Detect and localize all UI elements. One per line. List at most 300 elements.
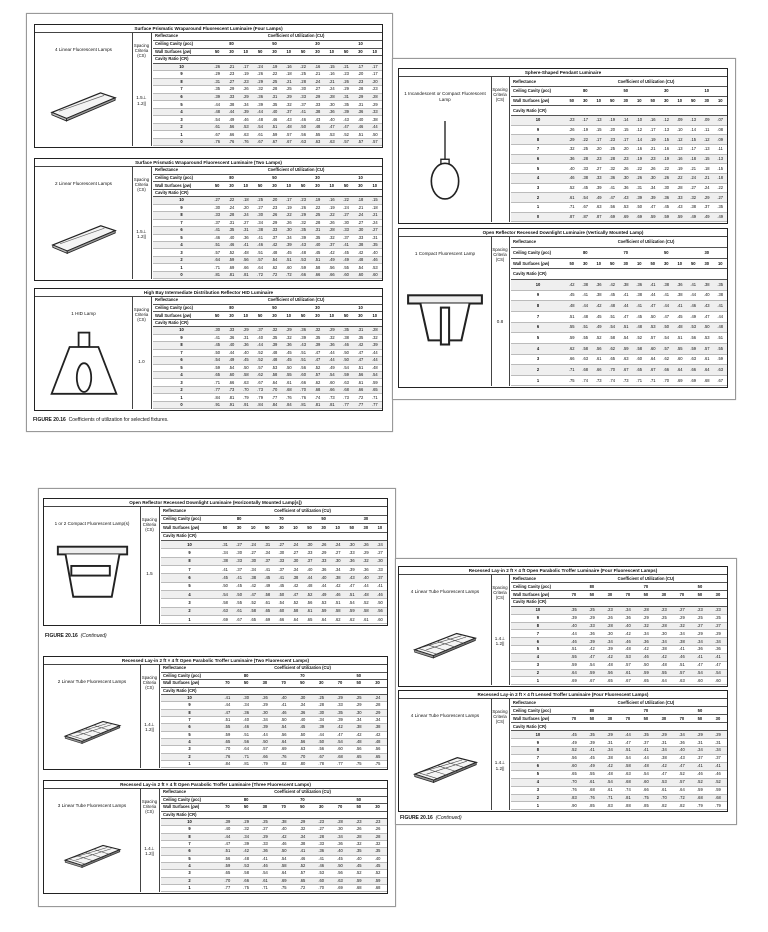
table-row (153, 131, 382, 139)
cavity-ratio-label: Cavity Ratio (CR) (153, 56, 210, 64)
cu-value: .40 (317, 574, 331, 582)
cu-value: .26 (349, 826, 368, 833)
cu-value: .46 (565, 638, 583, 646)
cu-value: .46 (331, 590, 345, 598)
cu-value: .59 (339, 372, 353, 379)
wall-value: 50 (687, 258, 701, 269)
cu-value: .15 (700, 154, 714, 164)
cu-value: .41 (260, 565, 274, 573)
cu-value: .37 (210, 219, 224, 226)
table-row (511, 731, 727, 739)
cu-value: .40 (331, 848, 350, 855)
cu-value: .32 (282, 101, 296, 109)
spacing-cell (491, 237, 510, 386)
cu-value: .40 (565, 164, 579, 174)
empty-cell (633, 269, 647, 280)
cu-value: .54 (224, 364, 238, 371)
spacing-header: Spacing Criteria (CS) (133, 177, 150, 192)
cavity-ratio-value: 9 (161, 826, 218, 833)
cu-value: .41 (673, 301, 687, 312)
cu-value: .52 (288, 599, 302, 607)
cu-table-wraparound-4lamp (34, 24, 383, 148)
cu-value: .53 (312, 870, 331, 877)
cu-value: .48 (237, 855, 256, 862)
cavity-ratio-value: 8 (153, 342, 210, 349)
cu-header: Coefficient of Utilization (CU) (218, 789, 387, 796)
cu-table-sphere-pendant (398, 68, 728, 224)
cavity-ratio-value: 2 (511, 365, 565, 376)
cu-value: .48 (619, 646, 637, 654)
cu-value: .27 (310, 86, 324, 94)
empty-cell (368, 687, 387, 694)
cu-value: .20 (353, 71, 367, 79)
table-row (511, 677, 727, 685)
cu-value: .56 (606, 203, 620, 213)
cu-value: .40 (700, 290, 714, 301)
cu-value: .30 (246, 557, 260, 565)
cavity-ratio-value: 4 (153, 108, 210, 116)
cu-value: .38 (687, 203, 701, 213)
cu-value: .43 (673, 203, 687, 213)
wall-value: 50 (218, 524, 232, 532)
cu-value: .48 (565, 301, 579, 312)
cavity-ratio-value: 1 (153, 264, 210, 271)
cu-value: .39 (339, 108, 353, 116)
cu-value: .15 (325, 63, 339, 71)
cu-value: .40 (359, 574, 373, 582)
wall-value: 50 (253, 182, 267, 189)
ceiling-cavity-label: Ceiling Cavity (ρcc) (161, 672, 218, 679)
table-row (161, 607, 387, 615)
cu-value: .81 (296, 401, 310, 408)
wall-value: 10 (633, 258, 647, 269)
cu-value: .46 (691, 770, 709, 778)
table-title: Open Reflector Recessed Downlight Luminaire (Horizontally Mounted Lamp[s]) (44, 499, 387, 507)
header-row (161, 672, 387, 679)
cu-value: .49 (583, 762, 601, 770)
cu-value: .36 (637, 638, 655, 646)
cu-value: .21 (368, 212, 382, 219)
empty-cell (655, 599, 673, 607)
cu-value: .48 (368, 738, 387, 745)
cu-value: .37 (267, 234, 281, 241)
cu-value: .72 (353, 394, 367, 401)
cu-value: .51 (673, 661, 691, 669)
cu-value: .33 (296, 93, 310, 101)
empty-cell (325, 189, 339, 196)
cu-value: .25 (282, 86, 296, 94)
cu-value: .55 (282, 372, 296, 379)
cu-value: .09 (714, 135, 728, 145)
table-title: Recessed Lay-in 2 ft × 4 ft Open Parabolic Troffer Luminaire (Three Fluorescent Lamps) (44, 781, 387, 789)
cu-value: .56 (293, 738, 312, 745)
empty-cell (646, 106, 660, 116)
cu-value: .53 (317, 599, 331, 607)
cu-value: .77 (339, 401, 353, 408)
cu-value: .44 (325, 357, 339, 364)
cu-value: .24 (700, 183, 714, 193)
cu-value: .24 (325, 86, 339, 94)
cu-value: .35 (331, 709, 350, 716)
cu-value: .41 (606, 183, 620, 193)
cu-value: .32 (368, 840, 387, 847)
cu-value: .27 (312, 826, 331, 833)
cu-value: .27 (246, 549, 260, 557)
cu-value: .31 (310, 227, 324, 234)
cu-value: .22 (633, 164, 647, 174)
cu-value: .52 (310, 364, 324, 371)
cu-value: .51 (619, 747, 637, 755)
cu-value: .31 (601, 739, 619, 747)
cu-value: .34 (691, 638, 709, 646)
cu-value: .66 (274, 615, 288, 623)
cu-value: .67 (210, 131, 224, 139)
troffer-luminaire-icon (410, 623, 480, 665)
cu-value: .34 (619, 606, 637, 614)
cu-value: .39 (282, 242, 296, 249)
cu-value: .50 (660, 322, 674, 333)
cu-value: .42 (655, 653, 673, 661)
empty-cell (691, 723, 709, 731)
table-row (511, 646, 727, 654)
cu-value: .34 (655, 747, 673, 755)
cu-value: .44 (312, 731, 331, 738)
cu-header: Coefficient of Utilization (CU) (210, 33, 382, 41)
cu-value: .64 (565, 669, 583, 677)
cu-value: .54 (601, 778, 619, 786)
empty-cell (282, 319, 296, 326)
wall-value: 30 (700, 258, 714, 269)
cu-value: .56 (349, 746, 368, 753)
wall-value: 10 (368, 312, 382, 319)
cu-value: .17 (619, 135, 633, 145)
cu-value: .63 (325, 138, 339, 146)
cavity-ratio-value: 2 (161, 753, 218, 760)
empty-cell (565, 269, 579, 280)
cu-value: .72 (673, 794, 691, 802)
empty-cell (345, 532, 359, 540)
cu-value: .36 (239, 342, 253, 349)
cavity-ratio-value: 4 (161, 590, 218, 598)
table-row (161, 549, 387, 557)
empty-cell (601, 599, 619, 607)
cu-value: .23 (239, 78, 253, 86)
cu-value: .41 (673, 646, 691, 654)
cu-value: .47 (646, 301, 660, 312)
table-body (399, 237, 727, 386)
spacing-cell (132, 33, 152, 146)
wall-surfaces-label: Wall Surfaces (ρw) (511, 715, 565, 723)
wall-value: 50 (210, 182, 224, 189)
cavity-ratio-value: 1 (161, 760, 218, 767)
cu-value: .67 (282, 138, 296, 146)
cu-value: .24 (224, 204, 238, 211)
downlight-vertical-icon (404, 283, 486, 365)
cu-value: .39 (312, 724, 331, 731)
cu-value: .41 (709, 653, 727, 661)
cu-value: .50 (256, 738, 275, 745)
cu-value: .44 (714, 311, 728, 322)
cu-value: .42 (583, 646, 601, 654)
wall-value: 30 (601, 591, 619, 599)
cu-value: .47 (709, 661, 727, 669)
empty-cell (310, 189, 324, 196)
cu-value: .68 (331, 753, 350, 760)
cu-value: .25 (256, 818, 275, 825)
ceiling-value: 30 (646, 87, 687, 97)
cu-value: .33 (267, 227, 281, 234)
cavity-ratio-value: 4 (161, 738, 218, 745)
cu-value: .29 (239, 327, 253, 334)
cu-value: .58 (237, 870, 256, 877)
cu-value: .46 (687, 301, 701, 312)
ceiling-value: 70 (274, 796, 330, 803)
cu-value: .70 (239, 386, 253, 393)
cavity-ratio-value: 3 (161, 870, 218, 877)
cu-value: .42 (288, 582, 302, 590)
cavity-ratio-value: 7 (511, 754, 565, 762)
cu-value: .44 (224, 349, 238, 356)
cu-value: .40 (267, 108, 281, 116)
cu-value: .59 (687, 343, 701, 354)
cu-value: .64 (237, 746, 256, 753)
cu-value: .28 (325, 227, 339, 234)
wall-value: 10 (325, 182, 339, 189)
cu-value: .38 (673, 290, 687, 301)
cu-value: .32 (325, 334, 339, 341)
cu-value: .71 (237, 753, 256, 760)
wall-value: 70 (673, 715, 691, 723)
cu-value: .51 (579, 322, 593, 333)
cu-value: .44 (368, 349, 382, 356)
cu-value: .42 (637, 646, 655, 654)
cu-value: .28 (368, 702, 387, 709)
cu-value: .75 (565, 375, 579, 386)
cu-value: .21 (339, 63, 353, 71)
cu-value: .47 (310, 349, 324, 356)
cu-value: .88 (619, 802, 637, 810)
cu-value: .23 (592, 154, 606, 164)
cu-value: .45 (583, 754, 601, 762)
cu-value: .52 (633, 333, 647, 344)
cu-value: .45 (339, 249, 353, 256)
table-row (161, 694, 387, 701)
cu-value: .45 (331, 855, 350, 862)
cu-value: .50 (296, 123, 310, 131)
ceiling-value: 50 (606, 87, 647, 97)
empty-cell (565, 723, 583, 731)
table-row (153, 227, 382, 234)
cavity-ratio-value: 10 (511, 731, 565, 739)
cu-value: .30 (274, 549, 288, 557)
cavity-ratio-value: 9 (153, 204, 210, 211)
cu-value: .44 (302, 574, 316, 582)
cu-value: .23 (312, 818, 331, 825)
cu-value: .72 (267, 271, 281, 278)
cu-value: .33 (312, 840, 331, 847)
cu-value: .61 (232, 607, 246, 615)
cu-value: .71 (565, 203, 579, 213)
cu-value: .26 (210, 63, 224, 71)
cu-value: .82 (655, 802, 673, 810)
wall-value: 70 (565, 715, 583, 723)
downlight-horizontal-icon (54, 539, 131, 616)
cavity-ratio-value: 5 (511, 646, 565, 654)
cu-value: .59 (345, 607, 359, 615)
cu-value: .57 (253, 364, 267, 371)
wall-surfaces-label: Wall Surfaces (ρw) (153, 48, 210, 56)
cu-value: .62 (267, 264, 281, 271)
cu-value: .49 (592, 322, 606, 333)
wall-value: 70 (619, 591, 637, 599)
cu-value: .34 (256, 716, 275, 723)
cu-value: .67 (267, 138, 281, 146)
cu-value: .25 (606, 145, 620, 155)
cavity-ratio-value: 10 (161, 540, 218, 548)
wall-value: 70 (331, 680, 350, 687)
empty-cell (296, 56, 310, 64)
ceiling-value: 50 (253, 304, 296, 311)
cu-value: .27 (239, 219, 253, 226)
lamp-name: 4 Linear Fluorescent Lamps (55, 47, 112, 52)
cu-value: .33 (310, 101, 324, 109)
cu-value: .36 (345, 557, 359, 565)
cu-value: .46 (673, 653, 691, 661)
spacing-cell (491, 699, 510, 810)
lamp-name: 4 Linear Tube Fluorescent Lamps (410, 713, 480, 718)
empty-cell (592, 106, 606, 116)
cu-value: .56 (331, 870, 350, 877)
empty-cell (619, 269, 633, 280)
table-row (153, 138, 382, 146)
cu-value: .30 (282, 227, 296, 234)
table-row (161, 615, 387, 623)
ceiling-value: 80 (218, 672, 274, 679)
cu-value: .58 (359, 607, 373, 615)
spacing-header: Spacing Criteria (CS) (141, 675, 158, 690)
cu-value: .13 (673, 145, 687, 155)
empty-cell (579, 106, 593, 116)
cu-value: .33 (368, 108, 382, 116)
cu-value: .33 (345, 549, 359, 557)
troffer-luminaire-icon (61, 712, 124, 750)
cu-value: .63 (239, 379, 253, 386)
wall-value: 30 (660, 258, 674, 269)
spacing-cell (140, 789, 160, 892)
cavity-ratio-value: 8 (511, 301, 565, 312)
table-row (511, 212, 727, 222)
cu-value: .68 (282, 386, 296, 393)
cu-value: .76 (274, 753, 293, 760)
cu-value: .85 (583, 802, 601, 810)
cu-value: .52 (709, 778, 727, 786)
cavity-ratio-value: 7 (511, 630, 565, 638)
cu-value: .29 (317, 549, 331, 557)
cu-value: .11 (714, 145, 728, 155)
cu-value: .61 (700, 354, 714, 365)
cu-value: .84 (218, 760, 237, 767)
reflectance-label: Reflectance (161, 507, 218, 515)
cu-value: .73 (592, 375, 606, 386)
cu-value: .32 (359, 557, 373, 565)
cu-value: .35 (714, 203, 728, 213)
cu-value: .67 (579, 203, 593, 213)
cu-value: .69 (633, 212, 647, 222)
header-row (161, 515, 387, 523)
cu-value: .22 (267, 71, 281, 79)
table-row (511, 747, 727, 755)
cu-value: .21 (310, 71, 324, 79)
cu-value: .48 (359, 590, 373, 598)
cavity-ratio-value: 2 (153, 123, 210, 131)
cavity-ratio-value: 5 (511, 164, 565, 174)
cu-value: .65 (210, 372, 224, 379)
cu-value: .66 (353, 386, 367, 393)
cu-value: .35 (296, 227, 310, 234)
cavity-ratio-label: Cavity Ratio (CR) (161, 532, 218, 540)
cavity-ratio-value: 2 (153, 386, 210, 393)
cu-value: .29 (368, 101, 382, 109)
cu-value: .10 (673, 125, 687, 135)
cu-value: .50 (637, 661, 655, 669)
cu-value: .58 (310, 264, 324, 271)
empty-cell (224, 56, 238, 64)
cu-value: .26 (339, 78, 353, 86)
wall-value: 70 (274, 804, 293, 811)
cavity-ratio-value: 0 (511, 212, 565, 222)
wall-value: 30 (232, 524, 246, 532)
cu-value: .15 (660, 135, 674, 145)
cavity-ratio-value: 4 (511, 778, 565, 786)
cu-value: .50 (274, 716, 293, 723)
cu-value: .47 (339, 123, 353, 131)
cu-value: .24 (373, 540, 387, 548)
empty-cell (339, 319, 353, 326)
cu-table (153, 33, 382, 146)
cu-value: .30 (660, 183, 674, 193)
cu-value: .41 (687, 280, 701, 291)
cu-value: .59 (349, 877, 368, 884)
cu-value: .59 (296, 264, 310, 271)
lamp-cell (399, 237, 492, 386)
cu-value: .33 (256, 840, 275, 847)
cu-value: .75 (349, 760, 368, 767)
cu-value: .67 (253, 379, 267, 386)
table-row (153, 234, 382, 241)
cu-value: .36 (359, 565, 373, 573)
cavity-ratio-value: 9 (511, 614, 565, 622)
table-row (161, 709, 387, 716)
cavity-ratio-value: 2 (511, 669, 565, 677)
cu-value: .61 (353, 379, 367, 386)
cu-value: .31 (260, 540, 274, 548)
cu-value: .39 (368, 342, 382, 349)
cu-value: .66 (256, 753, 275, 760)
cu-value: .61 (359, 615, 373, 623)
cu-value: .31 (633, 183, 647, 193)
ceiling-value: 80 (210, 41, 253, 49)
table-row (161, 877, 387, 884)
cu-value: .46 (274, 840, 293, 847)
cu-value: .15 (592, 125, 606, 135)
cu-value: .69 (619, 212, 633, 222)
table-row (153, 379, 382, 386)
cavity-ratio-value: 8 (153, 212, 210, 219)
cu-value: .41 (232, 574, 246, 582)
cu-value: .73 (224, 386, 238, 393)
cu-value: .38 (601, 754, 619, 762)
cu-value: .49 (592, 193, 606, 203)
